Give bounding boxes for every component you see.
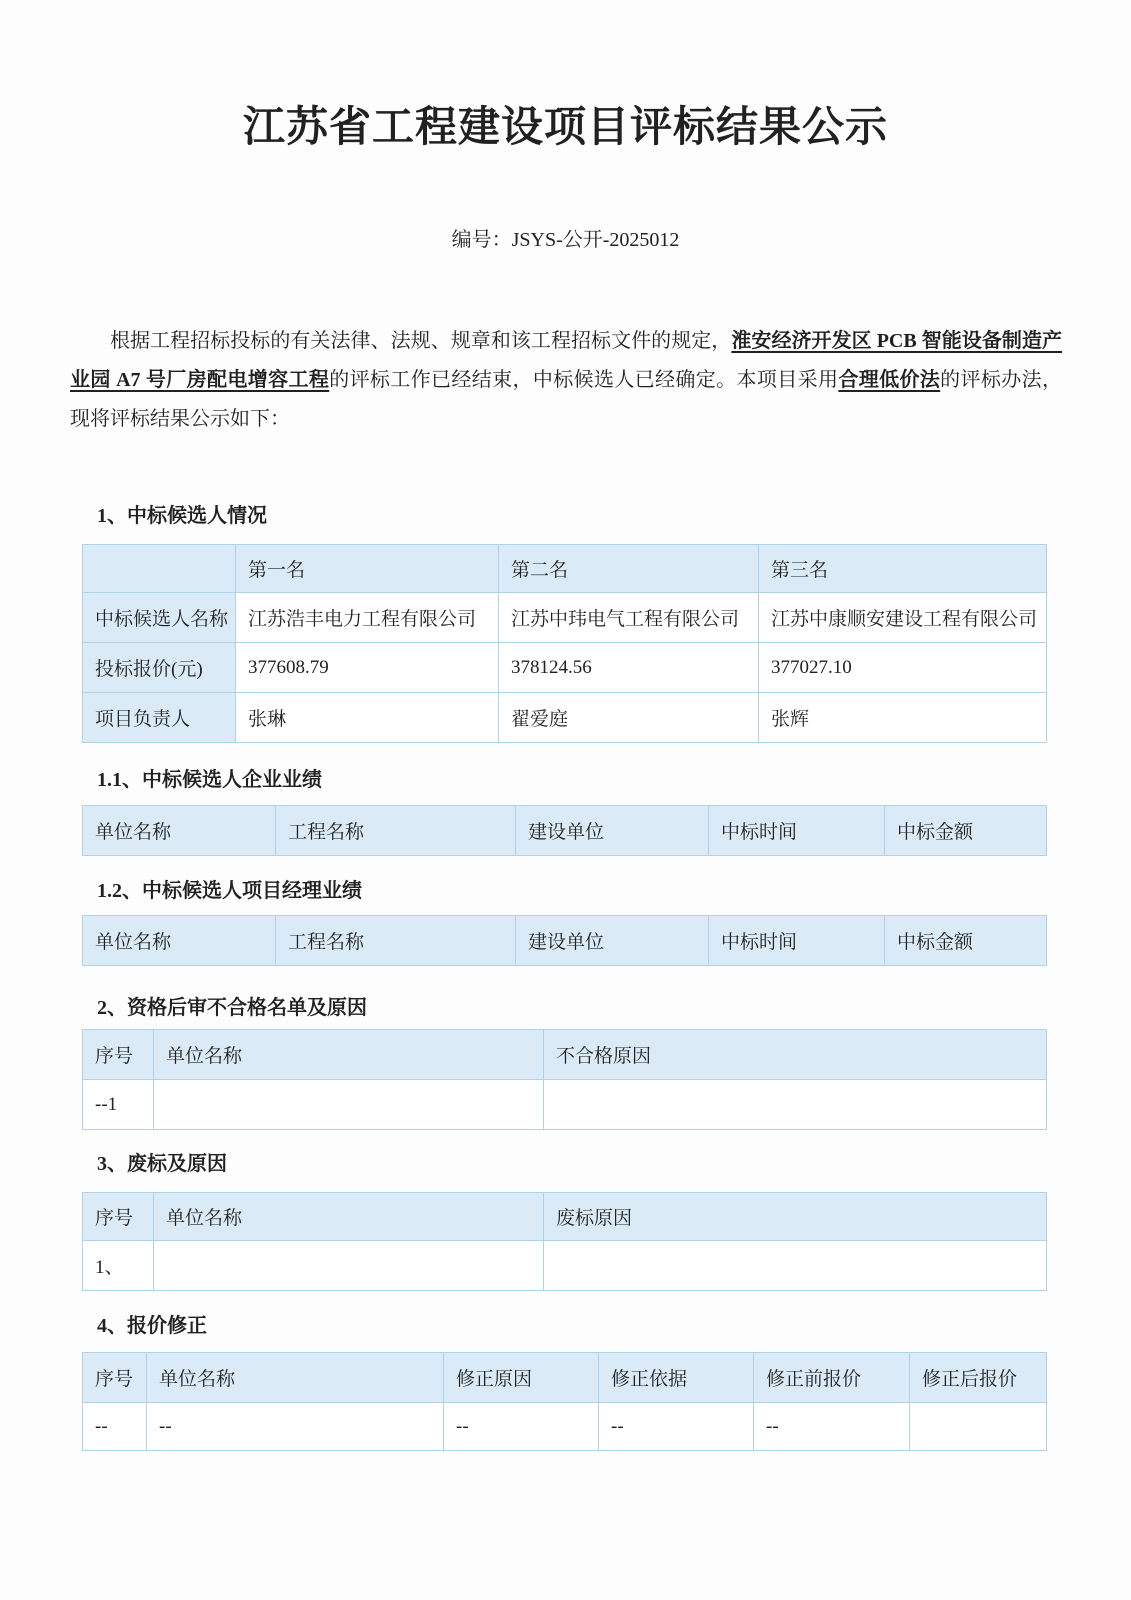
candidate-2-manager-cell: 翟爱庭 [499,693,759,743]
section-heading-unqualified: 2、资格后审不合格名单及原因 [97,997,367,1019]
row-label-cell: 项目负责人 [83,693,236,743]
table-header-row [83,1353,1047,1403]
correction-reason-header-cell: 修正原因 [444,1353,599,1403]
correction-basis-cell: -- [599,1403,754,1451]
section-heading-price-correction: 4、报价修正 [97,1315,207,1337]
table-header-row [83,545,1047,593]
candidate-3-manager-cell: 张辉 [759,693,1047,743]
manager-performance-table [82,915,1047,966]
table-row [83,1403,1047,1451]
company-performance-table [82,805,1047,856]
correction-reason-cell: -- [444,1403,599,1451]
price-after-header-cell: 修正后报价 [910,1353,1047,1403]
construction-unit-header-cell: 建设单位 [516,806,709,856]
table-row [83,1241,1047,1291]
row-label-cell: 投标报价(元) [83,643,236,693]
unit-name-header-cell: 单位名称 [83,806,276,856]
unit-name-header-cell: 单位名称 [154,1193,544,1241]
serial-cell: 1、 [83,1241,154,1291]
rank-3-header-cell: 第三名 [759,545,1047,593]
intro-text-1: 根据工程招标投标的有关法律、法规、规章和该工程招标文件的规定， [110,330,732,352]
table-header-row [83,1030,1047,1080]
doc-number: 编号：JSYS-公开-2025012 [451,229,680,251]
section-heading-rejected-bids: 3、废标及原因 [97,1153,227,1175]
award-amount-header-cell: 中标金额 [885,916,1047,966]
award-amount-header-cell: 中标金额 [885,806,1047,856]
unqualified-reason-cell [544,1080,1047,1130]
construction-unit-header-cell: 建设单位 [516,916,709,966]
intro-paragraph [70,322,1062,439]
table-header-row [83,1193,1047,1241]
unit-name-cell [154,1241,544,1291]
candidate-2-name-cell: 江苏中玮电气工程有限公司 [499,593,759,643]
project-manager-row [83,693,1047,743]
unqualified-reason-header-cell: 不合格原因 [544,1030,1047,1080]
price-correction-table [82,1352,1047,1451]
candidate-1-name-cell: 江苏浩丰电力工程有限公司 [236,593,499,643]
candidate-3-name-cell: 江苏中康顺安建设工程有限公司 [759,593,1047,643]
rejected-reason-header-cell: 废标原因 [544,1193,1047,1241]
unit-name-header-cell: 单位名称 [154,1030,544,1080]
serial-header-cell: 序号 [83,1193,154,1241]
candidates-table [82,544,1047,743]
intro-text-3: 的评标办法，现将评标结果公示如下： [70,369,1062,430]
unit-name-cell [154,1080,544,1130]
price-after-cell [910,1403,1047,1451]
serial-header-cell: 序号 [83,1030,154,1080]
table-header-row [83,916,1047,966]
rejected-bids-table [82,1192,1047,1291]
price-before-cell: -- [754,1403,910,1451]
candidate-1-price-cell: 377608.79 [236,643,499,693]
price-before-header-cell: 修正前报价 [754,1353,910,1403]
row-label-cell: 中标候选人名称 [83,593,236,643]
serial-cell: --1 [83,1080,154,1130]
section-heading-candidates: 1、中标候选人情况 [97,505,267,527]
rejected-reason-cell [544,1241,1047,1291]
project-name-header-cell: 工程名称 [276,916,516,966]
unit-name-cell: -- [147,1403,444,1451]
bid-price-row [83,643,1047,693]
correction-basis-header-cell: 修正依据 [599,1353,754,1403]
serial-header-cell: 序号 [83,1353,147,1403]
serial-cell: -- [83,1403,147,1451]
unit-name-header-cell: 单位名称 [147,1353,444,1403]
candidate-3-price-cell: 377027.10 [759,643,1047,693]
candidate-name-row [83,593,1047,643]
page-title: 江苏省工程建设项目评标结果公示 [242,105,888,151]
table-corner-cell [83,545,236,593]
unqualified-table [82,1029,1047,1130]
intro-text-2: 的评标工作已经结束，中标候选人已经确定。本项目采用 [329,369,839,391]
award-time-header-cell: 中标时间 [709,806,885,856]
section-heading-company-performance: 1.1、中标候选人企业业绩 [97,769,322,791]
award-time-header-cell: 中标时间 [709,916,885,966]
rank-1-header-cell: 第一名 [236,545,499,593]
section-heading-manager-performance: 1.2、中标候选人项目经理业绩 [97,880,362,902]
candidate-1-manager-cell: 张琳 [236,693,499,743]
table-row [83,1080,1047,1130]
evaluation-method: 合理低价法 [838,369,941,391]
rank-2-header-cell: 第二名 [499,545,759,593]
table-header-row [83,806,1047,856]
unit-name-header-cell: 单位名称 [83,916,276,966]
project-name-header-cell: 工程名称 [276,806,516,856]
project-name: 淮安经济开发区 PCB 智能设备制造产业园 A7 号厂房配电增容工程 [70,330,1063,391]
candidate-2-price-cell: 378124.56 [499,643,759,693]
